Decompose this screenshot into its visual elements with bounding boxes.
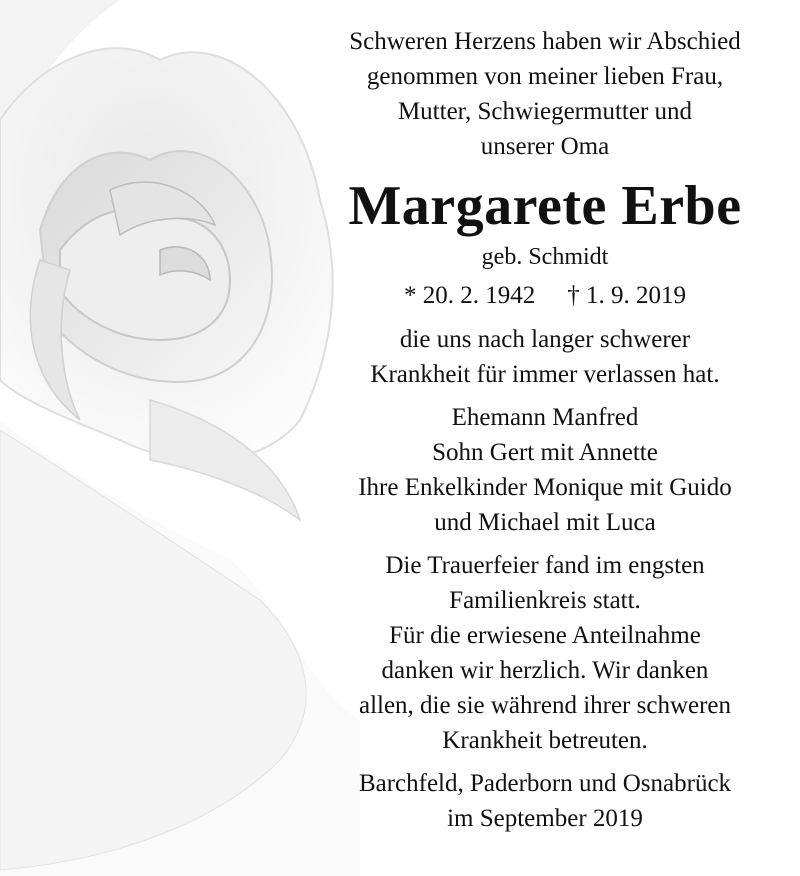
- life-dates: [300, 278, 790, 314]
- intro-block: [300, 24, 790, 164]
- mourner-line: und Michael mit Luca: [434, 509, 656, 536]
- passing-line: Krankheit für immer verlassen hat.: [370, 361, 720, 388]
- closing-line: Barchfeld, Paderborn und Osnabrück: [358, 770, 732, 797]
- intro-line: genommen von meiner lieben Frau,: [366, 63, 724, 90]
- passing-line: die uns nach langer schwerer: [399, 326, 691, 353]
- funeral-line: Die Trauerfeier fand im engsten: [385, 552, 705, 579]
- intro-line: unserer Oma: [480, 133, 610, 160]
- funeral-line: Familienkreis statt.: [449, 587, 641, 614]
- funeral-line: danken wir herzlich. Wir danken: [381, 657, 709, 684]
- intro-line: Schweren Herzens haben wir Abschied: [349, 28, 741, 55]
- funeral-block: [300, 548, 790, 758]
- mourner-line: Sohn Gert mit Annette: [432, 439, 658, 466]
- death-date: † 1. 9. 2019: [567, 282, 686, 309]
- closing-line: im September 2019: [447, 805, 643, 832]
- funeral-line: Krankheit betreuten.: [442, 727, 648, 754]
- closing-block: [300, 766, 790, 836]
- maiden-name: geb. Schmidt: [481, 244, 609, 270]
- mourner-line: Ihre Enkelkinder Monique mit Guido: [358, 474, 732, 501]
- mourner-line: Ehemann Manfred: [451, 404, 639, 431]
- obituary-text: [300, 24, 790, 836]
- passing-block: [300, 322, 790, 392]
- funeral-line: allen, die sie während ihrer schweren: [358, 692, 732, 719]
- birth-date: * 20. 2. 1942: [404, 282, 536, 309]
- intro-line: Mutter, Schwiegermutter und: [397, 98, 693, 125]
- mourners-block: [300, 400, 790, 540]
- funeral-line: Für die erwiesene Anteilnahme: [389, 622, 701, 649]
- deceased-name: Margarete Erbe: [348, 175, 742, 237]
